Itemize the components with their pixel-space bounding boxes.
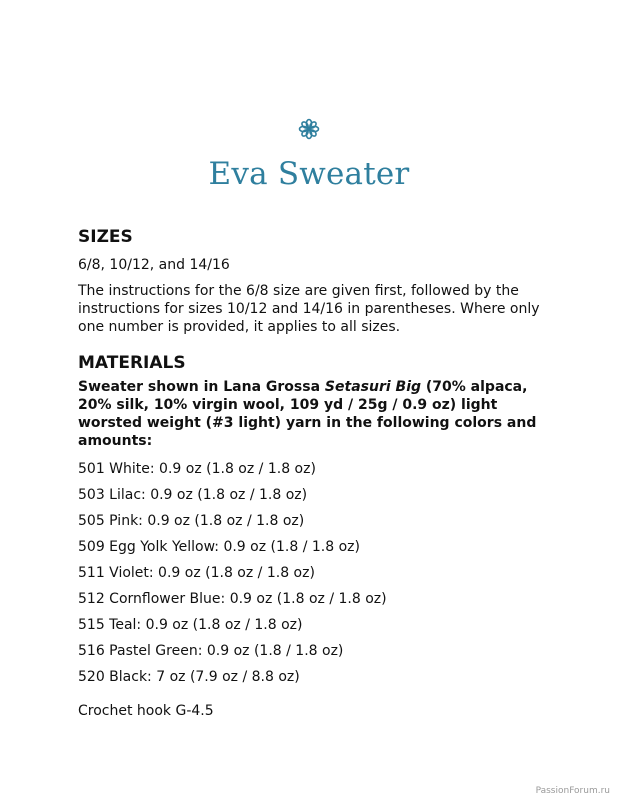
- yarn-name: Setasuri Big: [324, 379, 422, 395]
- materials-heading: MATERIALS: [78, 353, 186, 373]
- list-item: 509 Egg Yolk Yellow: 0.9 oz (1.8 / 1.8 oz): [78, 539, 360, 555]
- list-item: 512 Cornflower Blue: 0.9 oz (1.8 oz / 1.8 oz): [78, 591, 387, 607]
- sizes-list: 6/8, 10/12, and 14/16: [78, 257, 230, 273]
- list-item: 503 Lilac: 0.9 oz (1.8 oz / 1.8 oz): [78, 487, 308, 503]
- sizes-heading: SIZES: [78, 227, 133, 247]
- list-item: 505 Pink: 0.9 oz (1.8 oz / 1.8 oz): [78, 513, 305, 529]
- list-item: 515 Teal: 0.9 oz (1.8 oz / 1.8 oz): [78, 617, 303, 633]
- list-item: 516 Pastel Green: 0.9 oz (1.8 / 1.8 oz): [78, 643, 344, 659]
- list-item: 511 Violet: 0.9 oz (1.8 oz / 1.8 oz): [78, 565, 315, 581]
- sizes-note: The instructions for the 6/8 size are given first, followed by the instructions for sizes 10/12 and 14/16 in parentheses. Where only one number is provided, it applies to all sizes.: [78, 283, 540, 335]
- crochet-hook: Crochet hook G-4.5: [78, 703, 214, 719]
- yarn-color-list: [78, 456, 558, 690]
- page-title: Eva Sweater: [208, 156, 410, 192]
- materials-intro-end: (70% alpaca, 20% silk, 10% virgin wool, 109 yd / 25g / 0.9 oz) light worsted weight (#3 light) yarn in the following colors and amounts:: [78, 379, 537, 449]
- materials-intro: [78, 378, 558, 450]
- list-item: 520 Black: 7 oz (7.9 oz / 8.8 oz): [78, 669, 300, 685]
- flower-icon: [298, 118, 320, 140]
- materials-intro-start: Sweater shown in Lana Grossa: [78, 379, 325, 395]
- watermark: PassionForum.ru: [535, 786, 610, 796]
- pattern-content: [78, 226, 558, 720]
- list-item: 501 White: 0.9 oz (1.8 oz / 1.8 oz): [78, 461, 316, 477]
